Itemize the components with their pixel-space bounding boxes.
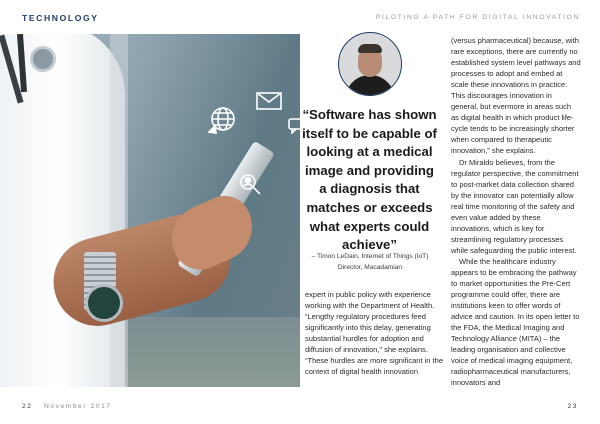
issue-date: November 2017 <box>43 403 112 410</box>
section-label: TECHNOLOGY <box>22 13 99 23</box>
stethoscope-icon <box>30 46 56 72</box>
paragraph: Dr Miraldo believes, from the regulator perspective, the commitment to post-market data collection shared by the innovator can potentially allow real time monitoring of the safety and even value added by these innovations, which is key for streamlining regulatory processes while safeguarding the public interest. <box>451 157 579 255</box>
chat-bubble-icon <box>288 118 300 134</box>
author-portrait <box>338 32 402 96</box>
globe-cursor-icon <box>206 104 240 138</box>
portrait-hair <box>358 44 382 53</box>
page-number-left: 22 <box>22 403 33 410</box>
running-title: PILOTING A PATH FOR DIGITAL INNOVATION <box>375 14 580 21</box>
magnifier-person-icon <box>238 172 262 196</box>
wristwatch <box>85 284 123 322</box>
envelope-icon <box>256 91 282 111</box>
page-number-right: 23 <box>567 403 578 410</box>
footer-left <box>22 403 112 410</box>
paragraph: expert in public policy with experience working with the Department of Health. “Lengthy regulatory procedures feed significantly into this delay, generating substantial hurdles for adoption and diffusion of innovation,” she explains. “These hurdles are more significant in the context of digital health innovation <box>305 290 443 377</box>
article-column-right <box>451 35 581 389</box>
portrait-shirt <box>345 75 395 96</box>
doctor-tablet-photo <box>0 34 300 387</box>
paragraph: (versus pharmaceutical) because, with rare exceptions, there are currently no established system level pathways and processes to adopt and embed at scale these innovations in practice. This discourages innovation in general, but evermore in areas such as digital health in which product life-cycle tends to be increasingly shorter when compared to therapeutic innovation,” she explains. <box>451 36 581 156</box>
coat-lapel <box>110 34 128 387</box>
pull-quote: “Software has shown itself to be capable of looking at a medical image and providing a diagnosis that matches or exceeds what experts could achieve” <box>302 107 437 253</box>
pull-quote-attribution: – Timon LeDain, Internet of Things (IoT) Director, Macadamian <box>311 253 429 271</box>
paragraph: While the healthcare industry appears to be embracing the pathway to market opportunities the Pre-Cert programme could offer, there are institutions keen to offer words of advice and caution. In its open letter to the FDA, the Medical Imaging and Technology Alliance (MITA) – the leading organisation and collective voice of medical imaging equipment, radiopharmaceutical manufacturers, innovators and <box>451 256 580 388</box>
article-column-left <box>305 289 445 377</box>
